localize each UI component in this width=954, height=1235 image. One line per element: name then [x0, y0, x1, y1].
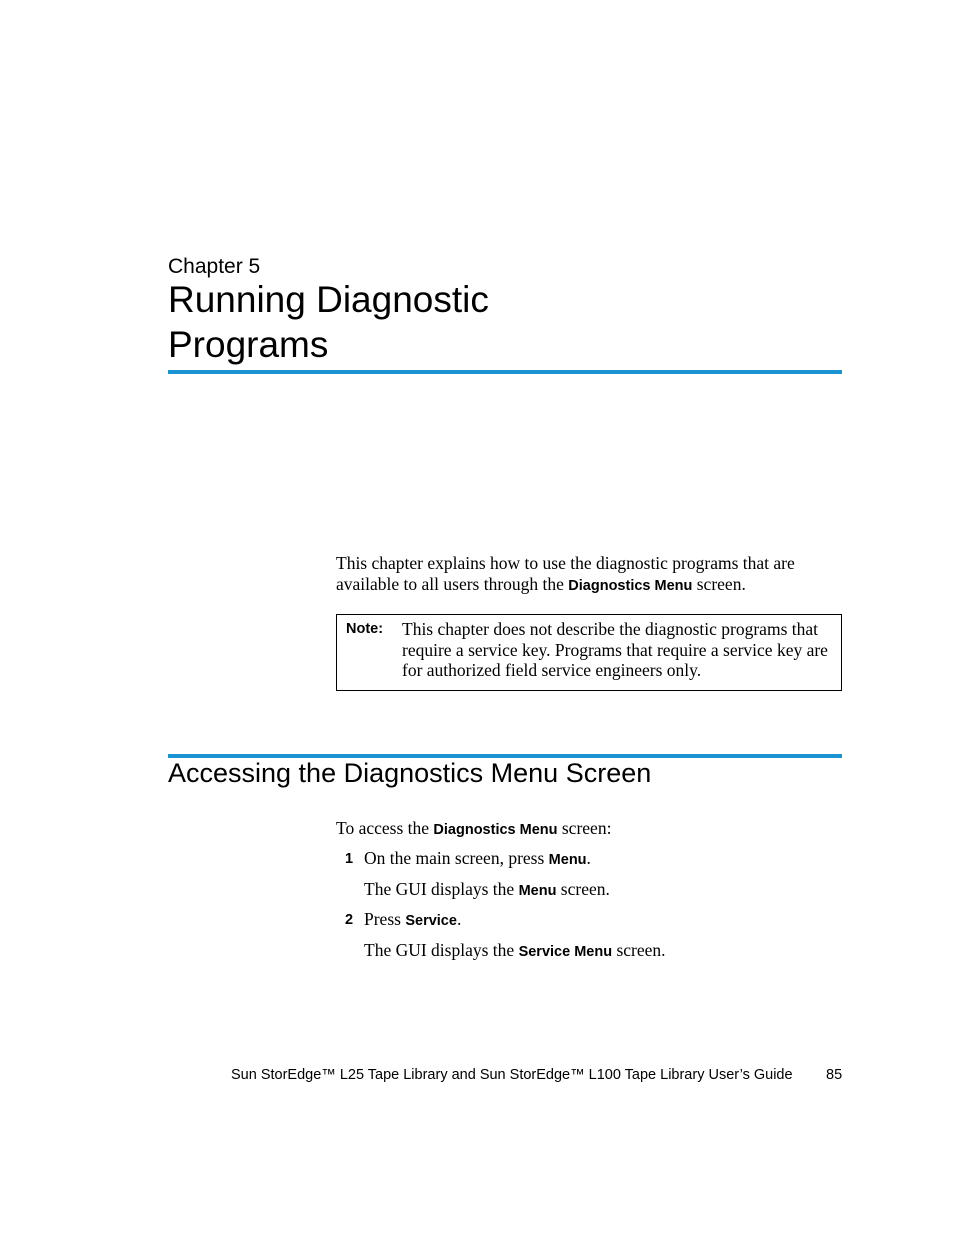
step-result-ui-term: Menu	[518, 883, 557, 899]
section-lead-text: To access the	[336, 818, 434, 838]
section-lead-ui-term: Diagnostics Menu	[433, 822, 558, 838]
intro-text-end: screen.	[692, 573, 746, 594]
step-action-ui-term: Menu	[548, 852, 587, 868]
step-result-text-end: screen.	[556, 879, 610, 899]
note-label: Note:	[346, 621, 384, 637]
footer-document-title: Sun StorEdge™ L25 Tape Library and Sun StorEdge™ L100 Tape Library User’s Guide	[231, 1067, 793, 1083]
intro-ui-term: Diagnostics Menu	[568, 577, 693, 594]
step-result-text: The GUI displays the	[364, 940, 519, 960]
chapter-title	[168, 277, 768, 367]
note-text: This chapter does not describe the diagnostic programs that require a service key. Programs that require a service key are for authorized field service engineers only.	[402, 619, 828, 680]
section-lead-text-end: screen:	[557, 818, 612, 838]
step-action-text: Press	[364, 909, 406, 929]
chapter-title-line-2: Programs	[168, 324, 329, 365]
step-result-text: The GUI displays the	[364, 879, 519, 899]
step-action	[364, 848, 591, 871]
step-result-ui-term: Service Menu	[518, 944, 613, 960]
section-title: Accessing the Diagnostics Menu Screen	[168, 758, 652, 788]
intro-paragraph	[336, 553, 841, 596]
step-result	[364, 940, 666, 963]
step-action-text-end: .	[456, 909, 462, 929]
chapter-label: Chapter 5	[168, 255, 261, 278]
step-result-text-end: screen.	[612, 940, 666, 960]
step-result	[364, 879, 610, 902]
chapter-title-line-1: Running Diagnostic	[168, 279, 489, 320]
step-action	[364, 909, 461, 932]
section-lead	[336, 818, 611, 841]
footer-page-number: 85	[826, 1067, 843, 1083]
step-action-text: On the main screen, press	[364, 848, 549, 868]
step-number: 1	[345, 851, 354, 867]
chapter-divider	[168, 370, 842, 374]
step-action-text-end: .	[586, 848, 591, 868]
note-box	[336, 614, 842, 691]
step-number: 2	[345, 912, 354, 928]
intro-text: This chapter explains how to use the diagnostic programs that are available to all users through the	[336, 553, 795, 594]
step-action-ui-term: Service	[405, 913, 457, 929]
